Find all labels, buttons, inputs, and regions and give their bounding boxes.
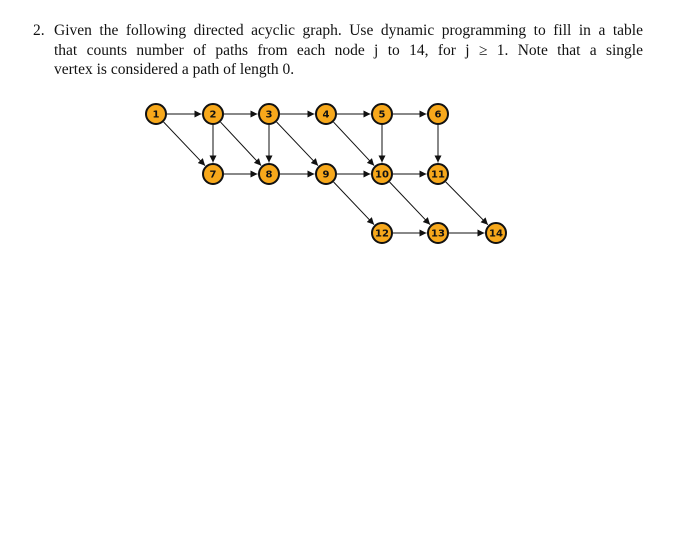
node-label: 12: [375, 228, 389, 240]
node-3: [259, 104, 279, 124]
node-label: 11: [431, 169, 445, 181]
node-10: [372, 164, 392, 184]
edge-11-to-14: [446, 182, 488, 225]
node-2: [203, 104, 223, 124]
problem-line-2: that counts number of paths from each node j to 14, for j ≥ 1. Note that a single: [54, 41, 643, 59]
node-8: [259, 164, 279, 184]
edge-1-to-7: [164, 122, 206, 166]
node-11: [428, 164, 448, 184]
node-14: [486, 223, 506, 243]
problem-number: 2.: [33, 22, 45, 39]
node-label: 4: [322, 109, 330, 121]
node-9: [316, 164, 336, 184]
node-label: 2: [209, 109, 217, 121]
node-13: [428, 223, 448, 243]
problem-line-1: Given the following directed acyclic graph. Use dynamic programming to fill in a table: [54, 22, 643, 39]
node-5: [372, 104, 392, 124]
edge-2-to-8: [221, 122, 262, 166]
node-label: 5: [378, 109, 386, 121]
node-7: [203, 164, 223, 184]
node-label: 9: [322, 169, 330, 181]
edge-3-to-9: [277, 122, 319, 166]
edge-10-to-13: [390, 182, 431, 225]
node-label: 10: [375, 169, 389, 181]
node-4: [316, 104, 336, 124]
node-12: [372, 223, 392, 243]
node-label: 7: [209, 169, 217, 181]
node-1: [146, 104, 166, 124]
node-label: 1: [152, 109, 160, 121]
node-label: 13: [431, 228, 445, 240]
edge-4-to-10: [334, 122, 375, 166]
problem-line-3: vertex is considered a path of length 0.: [54, 61, 295, 78]
node-label: 14: [489, 228, 503, 240]
node-label: 8: [265, 169, 273, 181]
edge-9-to-12: [334, 182, 375, 225]
node-label: 6: [434, 109, 442, 121]
nodes-layer: [146, 104, 506, 243]
node-6: [428, 104, 448, 124]
node-label: 3: [265, 109, 273, 121]
